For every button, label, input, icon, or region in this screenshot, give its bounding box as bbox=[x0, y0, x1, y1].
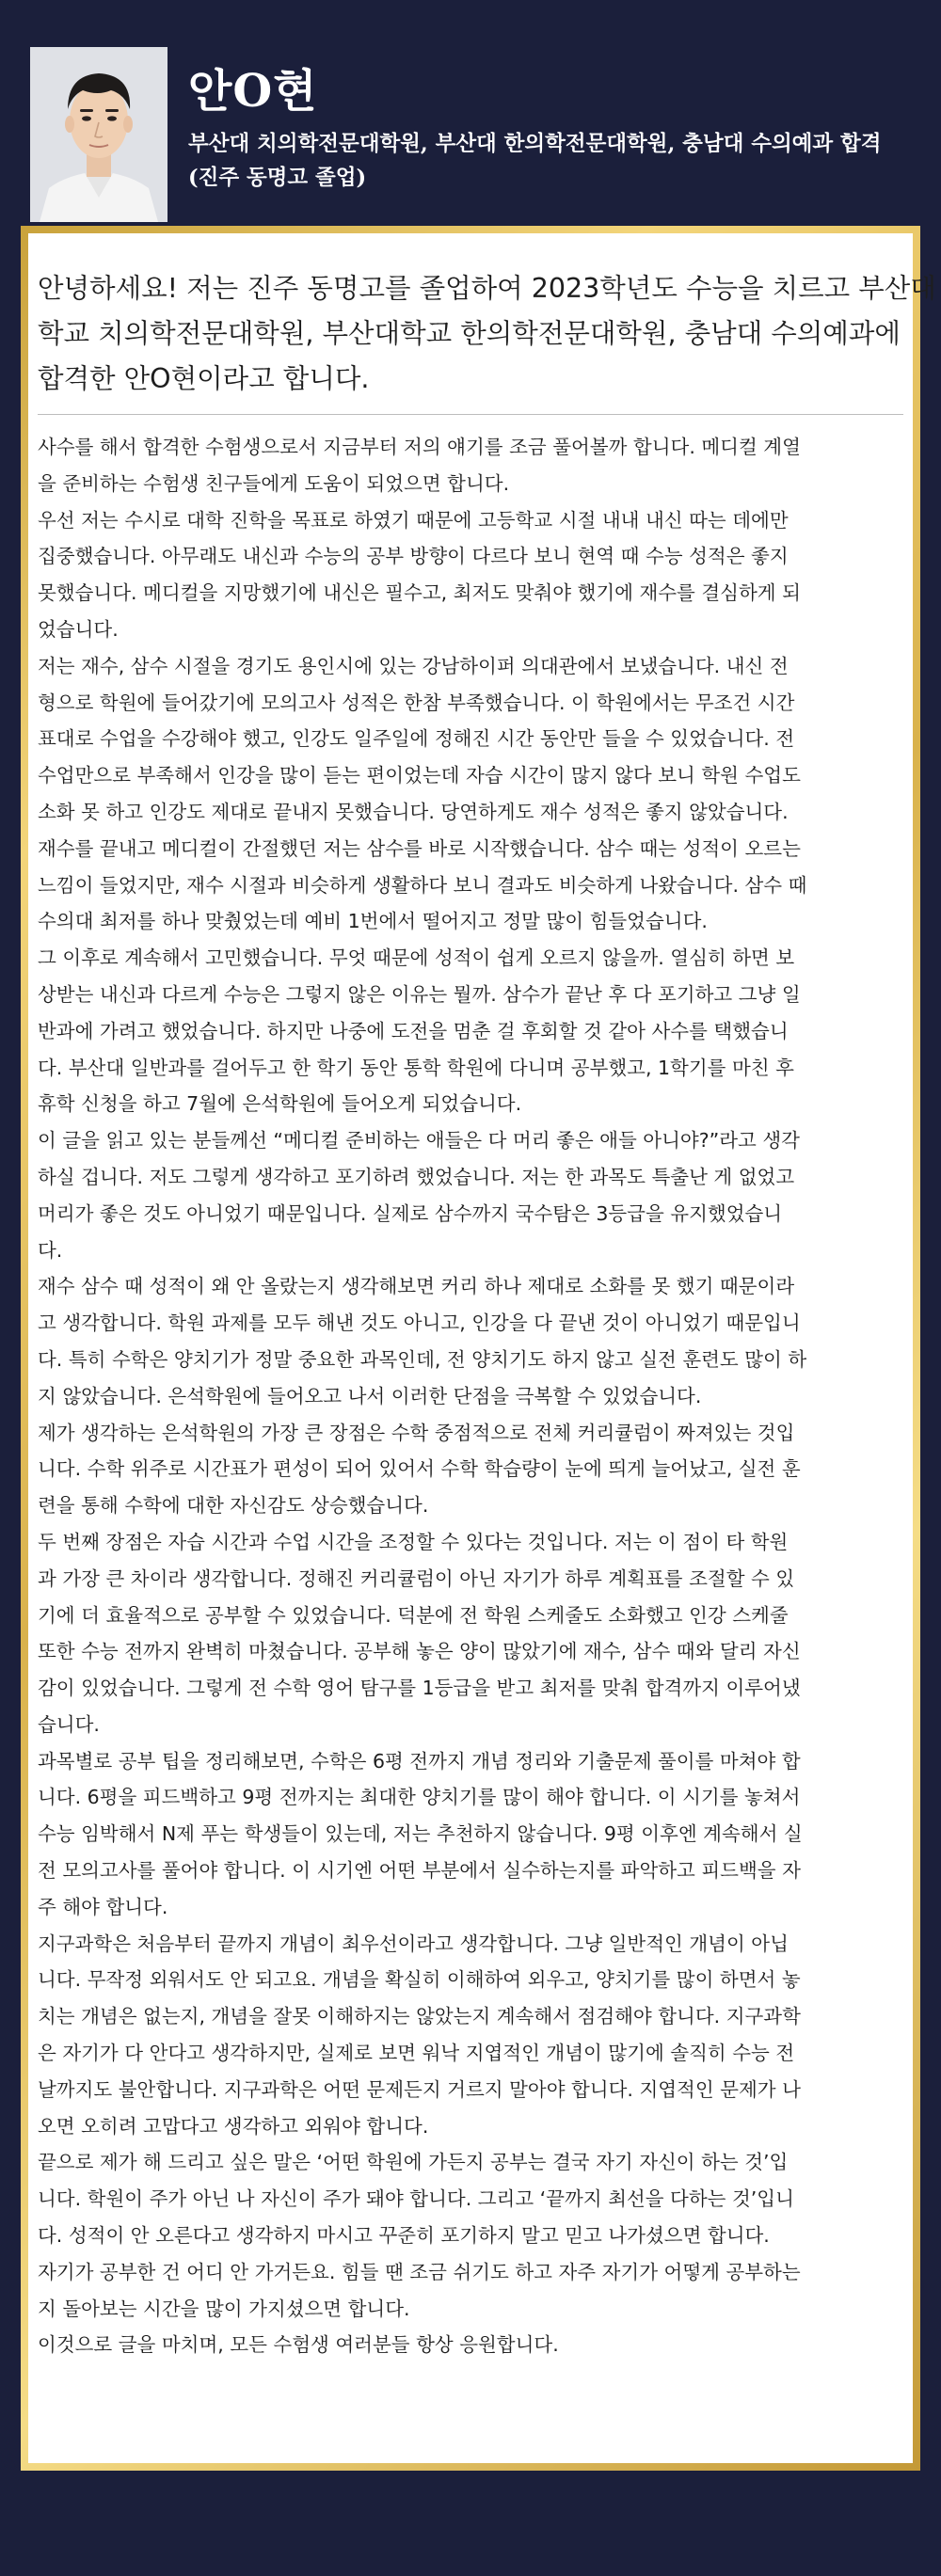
body-line: 을 준비하는 수험생 친구들에게 도움이 되었으면 합니다. bbox=[38, 471, 510, 495]
body-line: 니다. 수학 위주로 시간표가 편성이 되어 있어서 수학 학습량이 눈에 띄게 늘어났고, 실전 훈 bbox=[38, 1457, 801, 1481]
body-line: 니다. 학원이 주가 아닌 나 자신이 주가 돼야 합니다. 그리고 ‘끝까지 최선을 다하는 것’입니 bbox=[38, 2187, 794, 2211]
intro-paragraph bbox=[38, 266, 936, 402]
admission-subtitle bbox=[188, 127, 922, 195]
body-line: 사수를 해서 합격한 수험생으로서 지금부터 저의 얘기를 조금 풀어볼까 합니다. 메디컬 계열 bbox=[38, 436, 801, 458]
testimonial-card-frame bbox=[21, 226, 936, 2471]
body-line: 두 번째 장점은 자습 시간과 수업 시간을 조정할 수 있다는 것입니다. 저는 이 점이 타 학원 bbox=[38, 1530, 789, 1553]
body-line: 다. 특히 수학은 양치기가 정말 중요한 과목인데, 전 양치기도 하지 않고 실전 훈련도 많이 하 bbox=[38, 1347, 807, 1371]
body-line: 하실 겁니다. 저도 그렇게 생각하고 포기하려 했었습니다. 저는 한 과목도 특출난 게 없었고 bbox=[38, 1165, 795, 1188]
testimonial-card bbox=[28, 233, 936, 2463]
intro-line: 합격한 안O현이라고 합니다. bbox=[38, 363, 370, 394]
body-line: 재수 삼수 때 성적이 왜 안 올랐는지 생각해보면 커리 하나 제대로 소화를 못 했기 때문이라 bbox=[38, 1275, 795, 1298]
body-line: 다. 부산대 일반과를 걸어두고 한 학기 동안 통학 학원에 다니며 공부했고, 1학기를 마친 후 bbox=[38, 1056, 794, 1079]
person-portrait-icon bbox=[30, 47, 167, 222]
body-line: 이 글을 읽고 있는 분들께선 “메디컬 준비하는 애들은 다 머리 좋은 애들 아니야?”라고 생각 bbox=[38, 1129, 800, 1153]
body-line: 날까지도 불안합니다. 지구과학은 어떤 문제든지 거르지 말아야 합니다. 지엽적인 문제가 나 bbox=[38, 2077, 801, 2101]
body-line: 끝으로 제가 해 드리고 싶은 말은 ‘어떤 학원에 가든지 공부는 결국 자기 자신이 하는 것’입 bbox=[38, 2151, 789, 2174]
body-line: 과목별로 공부 팁을 정리해보면, 수학은 6평 전까지 개념 정리와 기출문제 풀이를 마쳐야 합 bbox=[38, 1749, 801, 1773]
body-line: 지구과학은 처음부터 끝까지 개념이 최우선이라고 생각합니다. 그냥 일반적인 개념이 아닙 bbox=[38, 1932, 789, 1955]
body-line: 기에 더 효율적으로 공부할 수 있었습니다. 덕분에 전 학원 스케줄도 소화했고 인강 스케줄 bbox=[38, 1603, 789, 1627]
intro-line: 학교 치의학전문대학원, 부산대학교 한의학전문대학원, 충남대 수의예과에 bbox=[38, 318, 901, 349]
subtitle-line: 부산대 치의학전문대학원, 부산대 한의학전문대학원, 충남대 수의예과 합격 bbox=[188, 132, 882, 156]
profile-header bbox=[0, 0, 941, 231]
body-line: 니다. 무작정 외워서도 안 되고요. 개념을 확실히 이해하여 외우고, 양치기를 많이 하면서 놓 bbox=[38, 1968, 801, 1992]
intro-line: 안녕하세요! 저는 진주 동명고를 졸업하여 2023학년도 수능을 치르고 부산대 bbox=[38, 273, 936, 304]
body-line: 습니다. bbox=[38, 1712, 100, 1736]
body-line: 수능 임박해서 N제 푸는 학생들이 있는데, 저는 추천하지 않습니다. 9평 이후엔 계속해서 실 bbox=[38, 1822, 803, 1846]
subtitle-line: (진주 동명고 졸업) bbox=[188, 166, 367, 190]
body-line: 과 가장 큰 차이라 생각합니다. 정해진 커리큘럼이 아닌 자기가 하루 계획표를 조절할 수 있 bbox=[38, 1566, 795, 1590]
body-line: 련을 통해 수학에 대한 자신감도 상승했습니다. bbox=[38, 1494, 429, 1518]
profile-photo bbox=[30, 47, 167, 222]
student-name: 안O현 bbox=[188, 65, 318, 118]
body-line: 제가 생각하는 은석학원의 가장 큰 장점은 수학 중점적으로 전체 커리큘럼이 짜져있는 것입 bbox=[38, 1421, 795, 1444]
body-line: 니다. 6평을 피드백하고 9평 전까지는 최대한 양치기를 많이 해야 합니다. 이 시기를 놓쳐서 bbox=[38, 1786, 801, 1809]
body-line: 은 자기가 다 안다고 생각하지만, 실제로 보면 워낙 지엽적인 개념이 많기에 솔직히 수능 전 bbox=[38, 2042, 795, 2065]
body-line: 소화 못 하고 인강도 제대로 끝내지 못했습니다. 당연하게도 재수 성적은 좋지 않았습니다. bbox=[38, 800, 789, 823]
body-line: 또한 수능 전까지 완벽히 마쳤습니다. 공부해 놓은 양이 많았기에 재수, 삼수 때와 달리 자신 bbox=[38, 1640, 801, 1663]
body-line: 집중했습니다. 아무래도 내신과 수능의 공부 방향이 다르다 보니 현역 때 수능 성적은 좋지 bbox=[38, 545, 789, 568]
body-line: 저는 재수, 삼수 시절을 경기도 용인시에 있는 강남하이퍼 의대관에서 보냈습니다. 내신 전 bbox=[38, 654, 789, 677]
body-line: 자기가 공부한 건 어디 안 가거든요. 힘들 땐 조금 쉬기도 하고 자주 자기가 어떻게 공부하는 bbox=[38, 2260, 801, 2283]
body-line: 주 해야 합니다. bbox=[38, 1895, 168, 1918]
body-line: 그 이후로 계속해서 고민했습니다. 무엇 때문에 성적이 쉽게 오르지 않을까. 열심히 하면 보 bbox=[38, 946, 795, 970]
body-line: 표대로 수업을 수강해야 했고, 인강도 일주일에 정해진 시간 동안만 들을 수 있었습니다. 전 bbox=[38, 727, 795, 751]
body-line: 수업만으로 부족해서 인강을 많이 듣는 편이었는데 자습 시간이 많지 않다 보니 학원 수업도 bbox=[38, 764, 801, 787]
body-line: 형으로 학원에 들어갔기에 모의고사 성적은 한참 부족했습니다. 이 학원에서는 무조건 시간 bbox=[38, 691, 795, 714]
body-line: 다. bbox=[38, 1238, 63, 1262]
body-line: 감이 있었습니다. 그렇게 전 수학 영어 탐구를 1등급을 받고 최저를 맞춰 합격까지 이루어냈 bbox=[38, 1677, 801, 1700]
body-line: 오면 오히려 고맙다고 생각하고 외워야 합니다. bbox=[38, 2114, 429, 2138]
testimonial-body bbox=[38, 429, 908, 2363]
body-line: 었습니다. bbox=[38, 617, 119, 641]
body-line: 수의대 최저를 하나 맞췄었는데 예비 1번에서 떨어지고 정말 많이 힘들었습니다. bbox=[38, 910, 708, 933]
body-line: 다. 성적이 안 오른다고 생각하지 마시고 꾸준히 포기하지 말고 믿고 나가셨으면 합니다. bbox=[38, 2224, 770, 2248]
divider bbox=[38, 414, 903, 415]
body-line: 고 생각합니다. 학원 과제를 모두 해낸 것도 아니고, 인강을 다 끝낸 것이 아니었기 때문입니 bbox=[38, 1312, 801, 1335]
body-line: 상받는 내신과 다르게 수능은 그렇지 않은 이유는 뭘까. 삼수가 끝난 후 다 포기하고 그냥 일 bbox=[38, 982, 801, 1006]
body-line: 우선 저는 수시로 대학 진학을 목표로 하였기 때문에 고등학교 시절 내내 내신 따는 데에만 bbox=[38, 508, 789, 532]
body-line: 머리가 좋은 것도 아니었기 때문입니다. 실제로 삼수까지 국수탐은 3등급을 유지했었습니 bbox=[38, 1201, 783, 1225]
body-line: 못했습니다. 메디컬을 지망했기에 내신은 필수고, 최저도 맞춰야 했기에 재수를 결심하게 되 bbox=[38, 581, 801, 605]
body-line: 지 돌아보는 시간을 많이 가지셨으면 합니다. bbox=[38, 2297, 410, 2320]
body-line: 재수를 끝내고 메디컬이 간절했던 저는 삼수를 바로 시작했습니다. 삼수 때는 성적이 오르는 bbox=[38, 836, 801, 860]
body-line: 지 않았습니다. 은석학원에 들어오고 나서 이러한 단점을 극복할 수 있었습니다. bbox=[38, 1384, 702, 1407]
body-line: 느낌이 들었지만, 재수 시절과 비슷하게 생활하다 보니 결과도 비슷하게 나왔습니다. 삼수 때 bbox=[38, 873, 807, 897]
body-line: 반과에 가려고 했었습니다. 하지만 나중에 도전을 멈춘 걸 후회할 것 같아 사수를 택했습니 bbox=[38, 1019, 789, 1042]
body-line: 휴학 신청을 하고 7월에 은석학원에 들어오게 되었습니다. bbox=[38, 1092, 522, 1116]
body-line: 치는 개념은 없는지, 개념을 잘못 이해하지는 않았는지 계속해서 점검해야 합니다. 지구과학 bbox=[38, 2005, 801, 2028]
body-line: 이것으로 글을 마치며, 모든 수험생 여러분들 항상 응원합니다. bbox=[38, 2333, 559, 2357]
body-line: 전 모의고사를 풀어야 합니다. 이 시기엔 어떤 부분에서 실수하는지를 파악하고 피드백을 자 bbox=[38, 1859, 801, 1883]
